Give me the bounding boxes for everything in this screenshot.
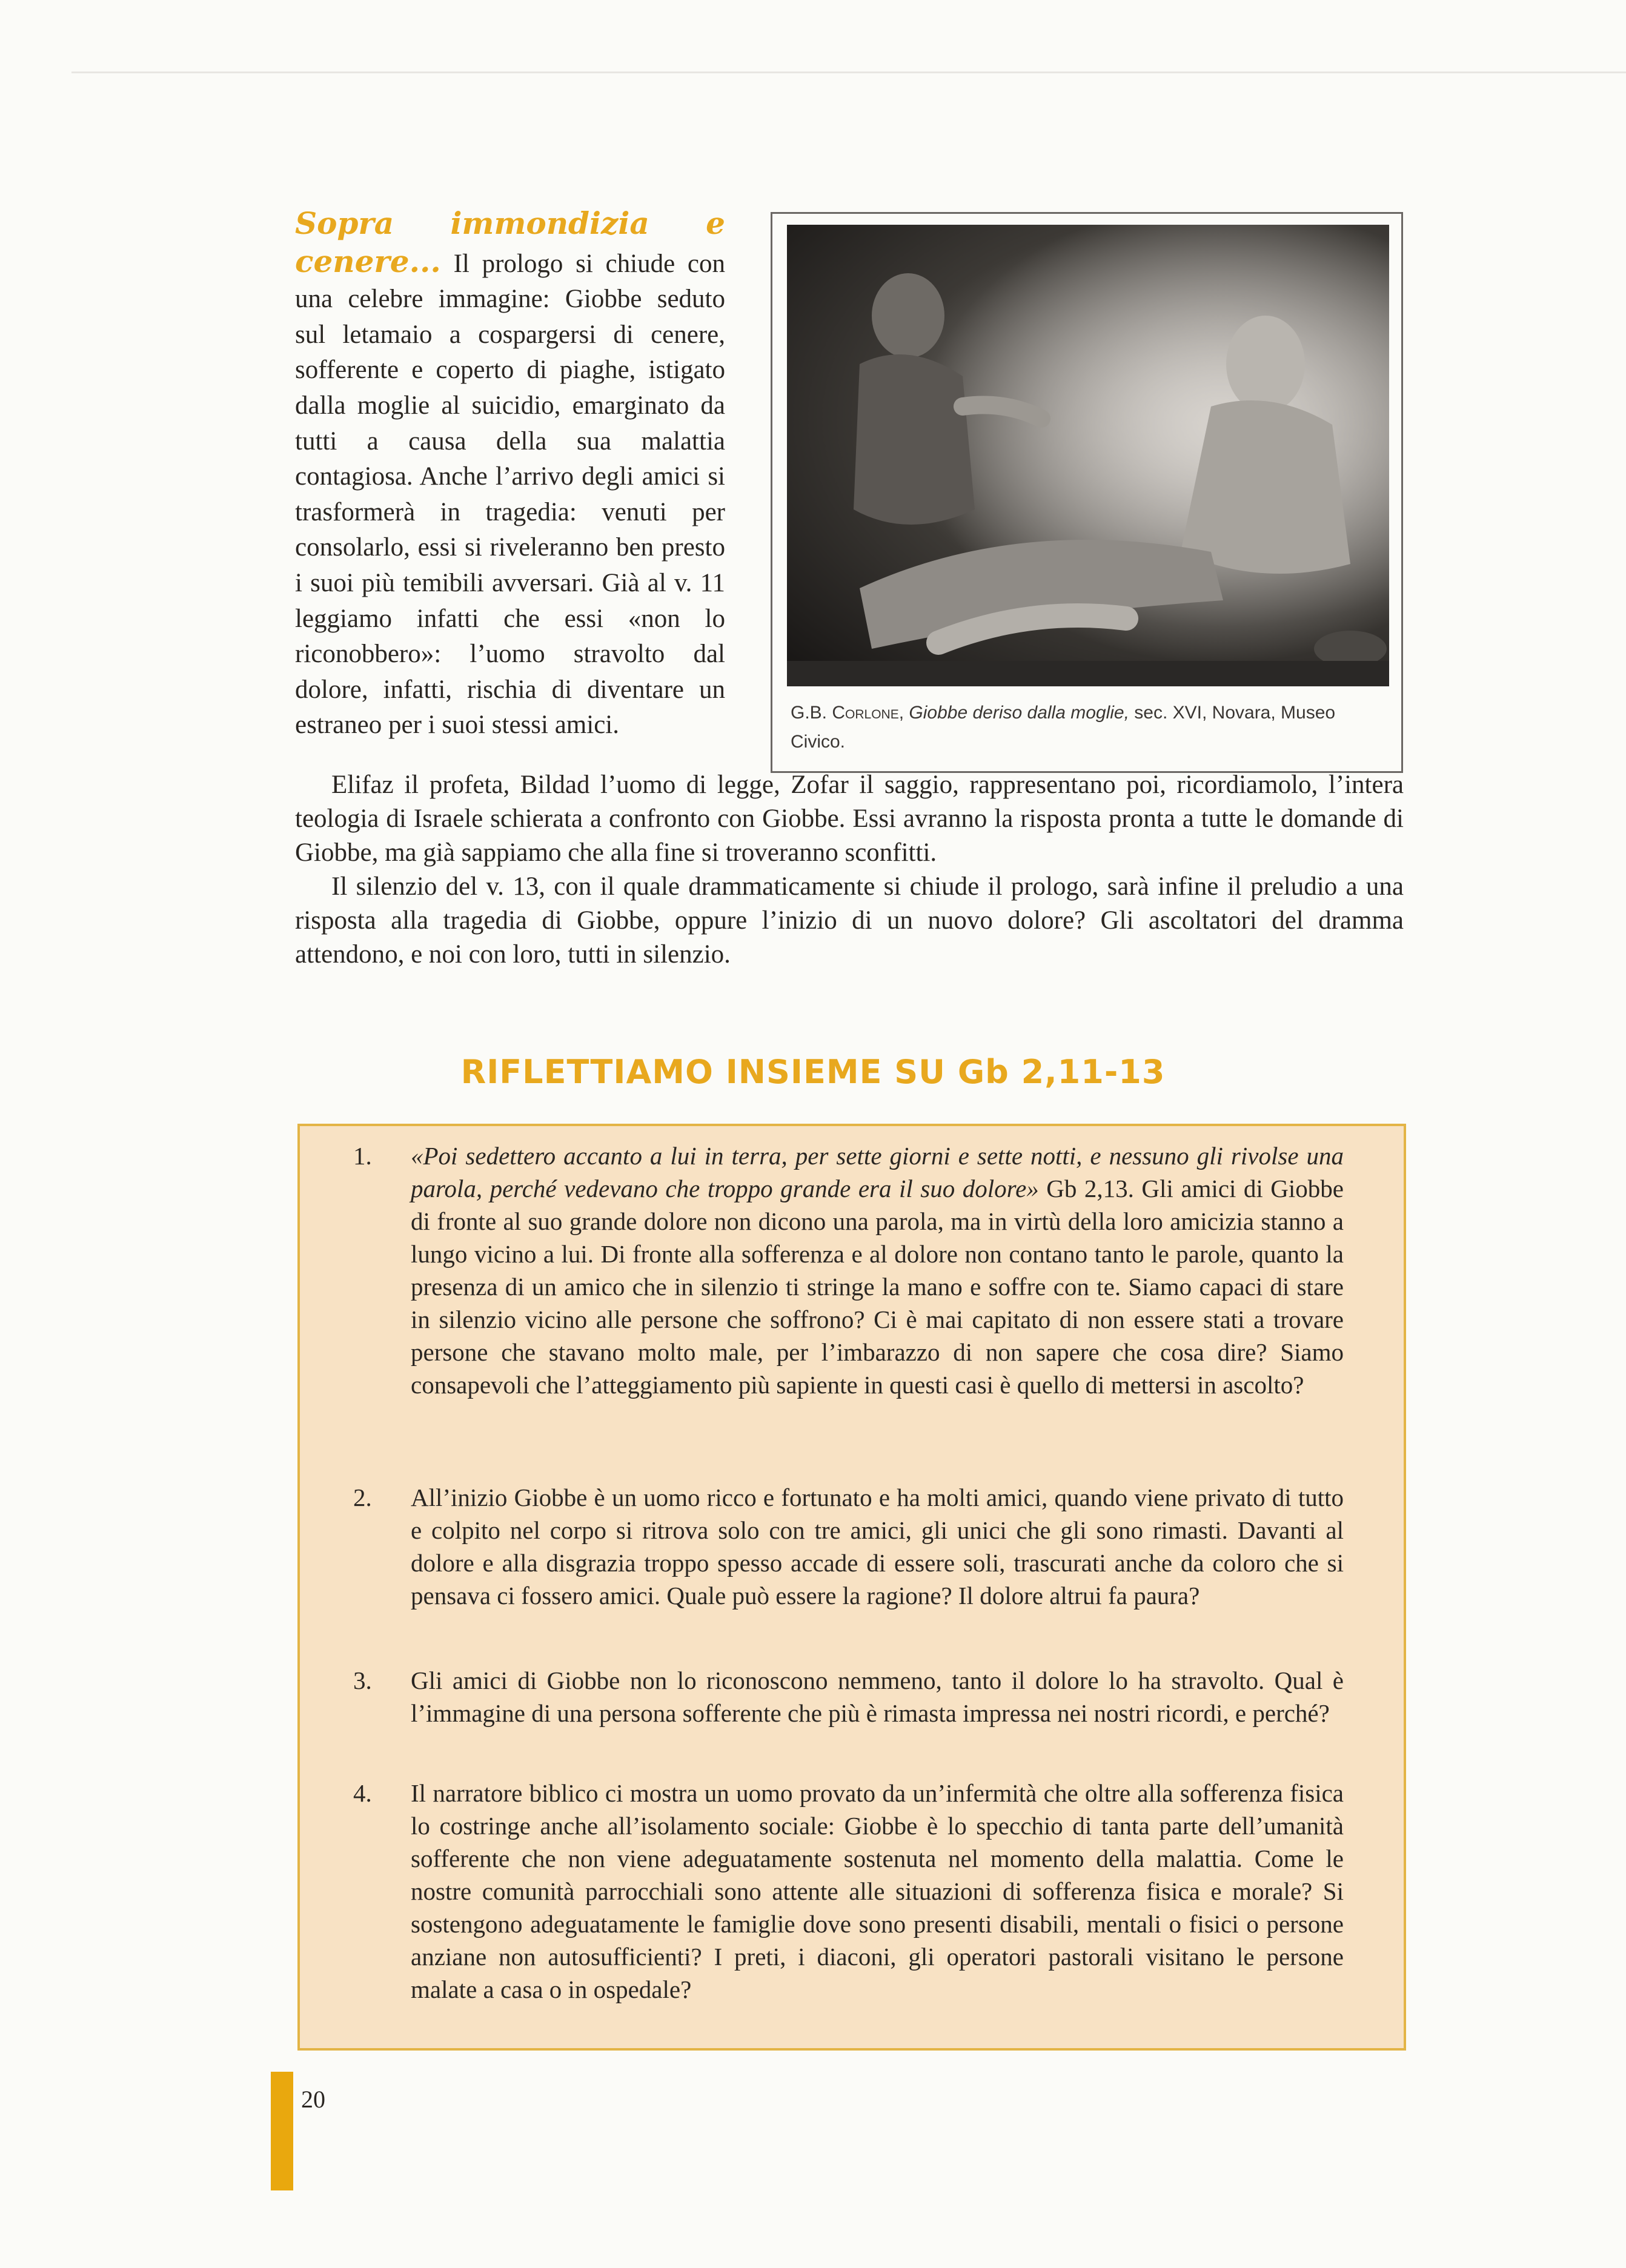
- continuation-text: [295, 768, 1404, 972]
- painting-illustration: [787, 225, 1389, 686]
- caption-rest: sec. XVI, Novara, Museo Civico.: [791, 703, 1336, 752]
- painting-figure: [771, 212, 1403, 773]
- section-title: RIFLETTIAMO INSIEME SU Gb 2,11-13: [460, 1053, 1166, 1091]
- question-text: [411, 1139, 1344, 1401]
- question-number: 3.: [353, 1666, 372, 1694]
- page-number-marker: [271, 2072, 293, 2190]
- question-quote: «Poi sedettero accanto a lui in terra, per sette giorni e sette notti, e nessuno gli rivolse una parola, perché vedevano che troppo grande era il suo dolore»: [411, 1142, 1344, 1202]
- intro-paragraph: [295, 206, 725, 743]
- question-number: 2.: [353, 1484, 372, 1511]
- question-text: Gli amici di Giobbe non lo riconoscono nemmeno, tanto il dolore lo ha stravolto. Qual è l’immagine di una persona sofferente che più è rimasta impressa nei nostri ricordi, e perché?: [411, 1666, 1344, 1727]
- painting-image: [787, 225, 1389, 686]
- question-body: Gb 2,13. Gli amici di Giobbe di fronte al suo grande dolore non dicono una parola, ma in virtù della loro amicizia stanno a lungo vicino a lui. Di fronte alla sofferenza e al dolore non contano tanto le parole, quanto la presenza di un amico che in silenzio ti stringe la mano e soffre con te. Siamo capaci di stare in silenzio vicino alle persone che soffrono? Ci è mai capitato di non essere stati a trovare persone che stavano molto male, per l’imbarazzo di non sapere che cosa dire? Siamo consapevoli che l’atteggiamento più sapiente in questi casi è quello di mettersi in ascolto?: [411, 1175, 1344, 1399]
- intro-text: Il prologo si chiude con una celebre immagine: Giobbe seduto sul letamaio a cospargersi di cenere, sofferente e coperto di piaghe, istigato dalla moglie al suicidio, emarginato da tutti a causa della sua malattia contagiosa. Anche l’arrivo degli amici si trasformerà in tragedia: venuti per consolarlo, essi si riveleranno ben presto i suoi più temibili avversari. Già al v. 11 leggiamo infatti che essi «non lo riconobbero»: l’uomo stravolto dal dolore, infatti, rischia di diventare un estraneo per i suoi stessi amici.: [295, 249, 726, 740]
- caption-author: G.B. Corlone,: [791, 703, 904, 723]
- page-number: 20: [301, 2086, 325, 2113]
- page-top-edge: [71, 71, 1626, 73]
- question-number: 1.: [353, 1142, 372, 1170]
- question-text: Il narratore biblico ci mostra un uomo provato da un’infermità che oltre alla sofferenza fisica lo costringe anche all’isolamento sociale: Giobbe è lo specchio di tanta parte dell’umanità sofferente che non viene adeguatamente sostenuta nel momento della malattia. Come le nostre comunità parrocchiali sono attente alle situazioni di sofferenza fisica e morale? Si sostengono adeguatamente le famiglie dove sono presenti disabili, mentali o fisici o persone anziane non autosufficienti? I preti, i diaconi, gli operatori pastorali visitano le persone malate a casa o in ospedale?: [411, 1779, 1344, 2003]
- question-text: All’inizio Giobbe è un uomo ricco e fortunato e ha molti amici, quando viene privato di tutto e colpito nel corpo si ritrova solo con tre amici, gli unici che gli sono rimasti. Davanti al dolore e alla disgrazia troppo spesso accade di essere soli, trascurati anche da coloro che si pensava ci fossero amici. Quale può essere la ragione? Il dolore altrui fa paura?: [411, 1484, 1344, 1610]
- continuation-p2: Il silenzio del v. 13, con il quale drammaticamente si chiude il prologo, sarà infine il preludio a una risposta alla tragedia di Giobbe, oppure l’inizio di un nuovo dolore? Gli ascoltatori del dramma attendono, e noi con loro, tutti in silenzio.: [295, 872, 1404, 969]
- figure-caption: [791, 698, 1390, 757]
- question-number: 4.: [353, 1779, 372, 1807]
- caption-title: Giobbe deriso dalla moglie,: [909, 703, 1129, 723]
- continuation-p1: Elifaz il profeta, Bildad l’uomo di legge, Zofar il saggio, rappresentano poi, ricordiamolo, l’intera teologia di Israele schierata a confronto con Giobbe. Essi avranno la risposta pronta a tutte le domande di Giobbe, ma già sappiamo che alla fine si troveranno sconfitti.: [295, 771, 1404, 867]
- reflection-box: [297, 1124, 1406, 2051]
- intro-heading: Sopra immondizia e cenere...: [295, 205, 725, 279]
